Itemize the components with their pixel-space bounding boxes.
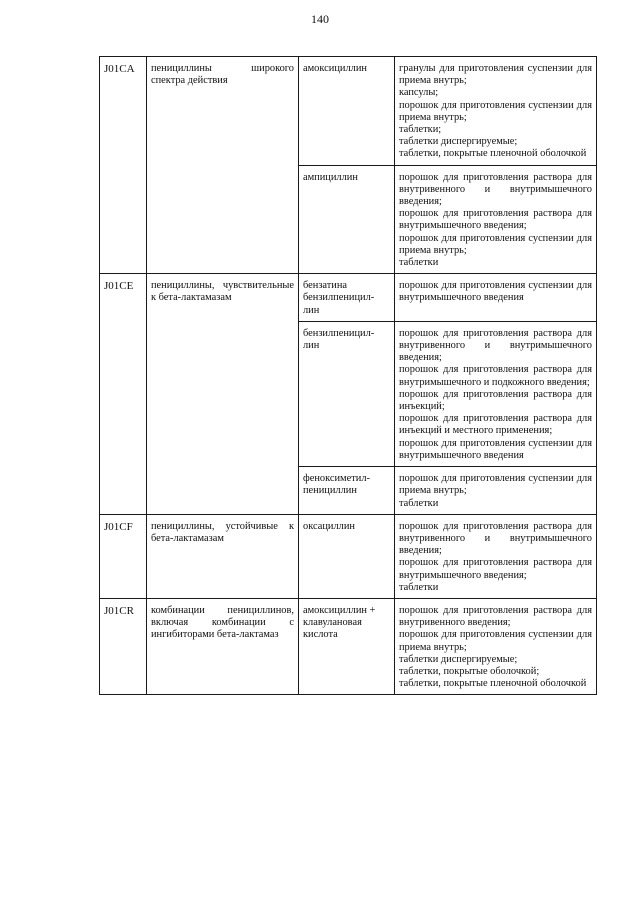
page-number: 140 (311, 12, 329, 26)
drug-name: амоксициллин + клавулановая кислота (299, 598, 395, 694)
dosage-forms (395, 165, 597, 274)
dosage-form: капсулы; (399, 87, 439, 99)
dosage-form: порошок для приготовления суспензии для внутримышечного введения (399, 280, 592, 304)
pharmacological-group: пенициллины широкого спектра действия (147, 57, 299, 274)
dosage-form: порошок для приготовления суспензии для приема внутрь; (399, 629, 592, 653)
dosage-form: гранулы для приготовления суспензии для приема внутрь; (399, 63, 592, 87)
atc-code: J01CR (100, 598, 147, 694)
dosage-form: таблетки, покрытые пленочной оболочкой (399, 148, 587, 160)
drug-name: ампициллин (299, 165, 395, 274)
pharmacological-group: комбинации пенициллинов, включая комбинации с ингибиторами бета-лактамаз (147, 598, 299, 694)
dosage-form: порошок для приготовления раствора для внутривенного и внутримышечного введения; (399, 520, 592, 557)
dosage-forms (395, 598, 597, 694)
dosage-form: порошок для приготовления раствора для внутривенного и внутримышечного введения; (399, 171, 592, 208)
dosage-form: таблетки (399, 257, 439, 269)
table-row (100, 57, 597, 166)
dosage-forms (395, 467, 597, 515)
pharmacological-group: пенициллины, устойчивые к бета-лактамазам (147, 514, 299, 598)
dosage-form: таблетки, покрытые оболочкой; (399, 665, 540, 677)
dosage-form: порошок для приготовления раствора для инъекций и местного применения; (399, 413, 592, 437)
drug-name: амоксициллин (299, 57, 395, 166)
atc-code: J01CE (100, 274, 147, 514)
dosage-form: таблетки (399, 497, 439, 509)
dosage-form: порошок для приготовления суспензии для приема внутрь; (399, 473, 592, 497)
dosage-form: таблетки диспергируемые; (399, 653, 518, 665)
dosage-form: порошок для приготовления раствора для внутримышечного введения; (399, 208, 592, 232)
dosage-form: порошок для приготовления раствора для внутримышечного и подкожного введения; (399, 364, 592, 388)
drug-name: феноксиметил-пенициллин (299, 467, 395, 515)
dosage-form: таблетки (399, 581, 439, 593)
dosage-form: порошок для приготовления раствора для внутримышечного введения; (399, 557, 592, 581)
dosage-form: порошок для приготовления суспензии для приема внутрь; (399, 99, 592, 123)
dosage-form: порошок для приготовления раствора для внутривенного и внутримышечного введения; (399, 327, 592, 364)
dosage-form: таблетки диспергируемые; (399, 136, 518, 148)
table-row (100, 274, 597, 322)
pharmacological-group: пенициллины, чувствительные к бета-лактамазам (147, 274, 299, 514)
table-row (100, 514, 597, 598)
table-row (100, 598, 597, 694)
dosage-form: порошок для приготовления раствора для инъекций; (399, 388, 592, 413)
drug-name: бензатина бензилпеницил-лин (299, 274, 395, 322)
drug-name: оксациллин (299, 514, 395, 598)
dosage-form: порошок для приготовления суспензии для приема внутрь; (399, 232, 592, 256)
dosage-forms (395, 321, 597, 466)
drug-table (99, 56, 597, 695)
dosage-form: порошок для приготовления суспензии для внутримышечного введения (399, 437, 592, 461)
drug-name: бензилпеницил-лин (299, 321, 395, 466)
dosage-form: порошок для приготовления раствора для внутривенного введения; (399, 604, 592, 629)
dosage-form: таблетки, покрытые пленочной оболочкой (399, 678, 587, 690)
dosage-forms (395, 274, 597, 322)
atc-code: J01CF (100, 514, 147, 598)
dosage-forms (395, 57, 597, 166)
atc-code: J01CA (100, 57, 147, 274)
dosage-forms (395, 514, 597, 598)
dosage-form: таблетки; (399, 124, 442, 136)
